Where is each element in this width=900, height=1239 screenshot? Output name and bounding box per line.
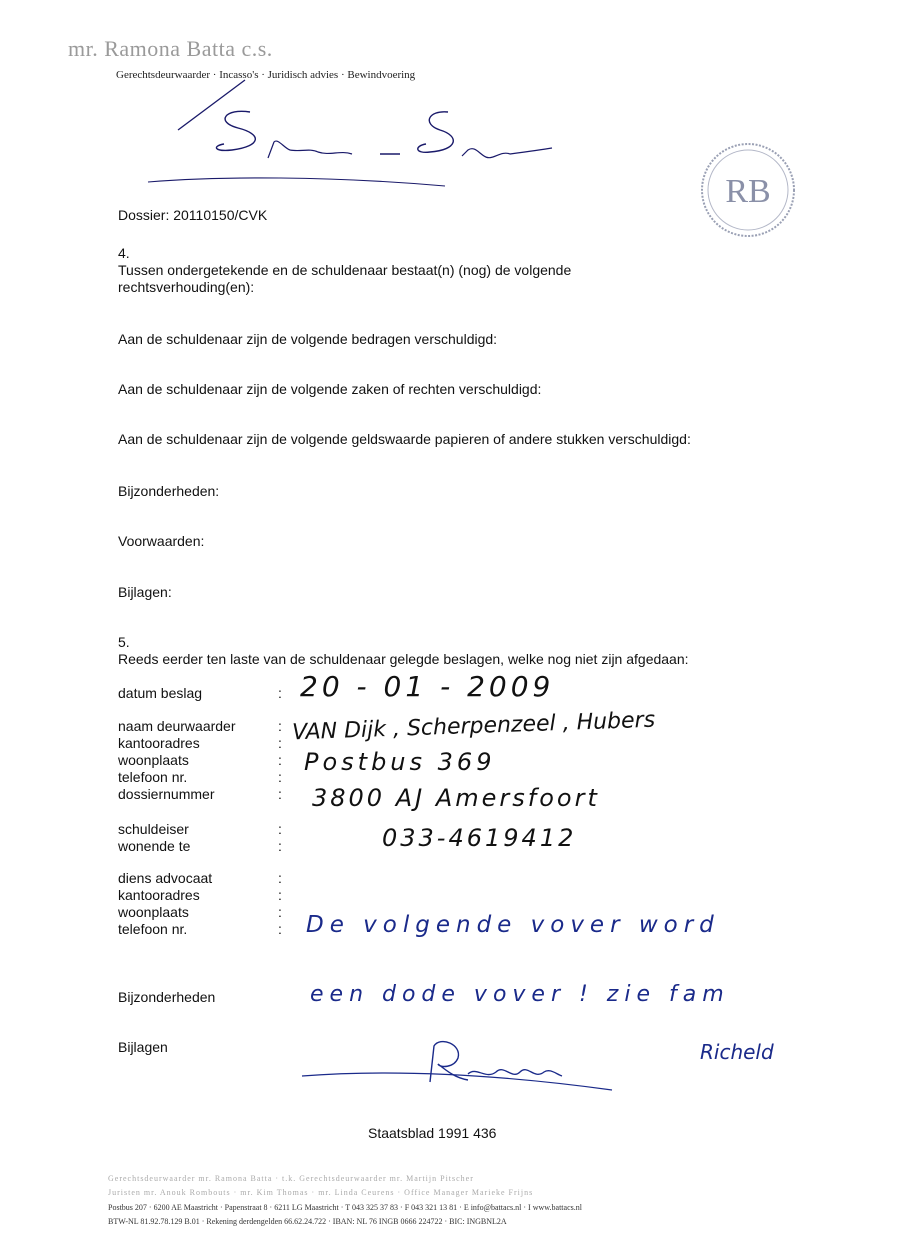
label-datum-beslag: datum beslag bbox=[118, 685, 203, 701]
rb-seal-stamp bbox=[698, 140, 798, 240]
label-telefoon-2: telefoon nr. bbox=[118, 921, 188, 937]
section-5-intro: Reeds eerder ten laste van de schuldenaar gelegde beslagen, welke nog niet zijn afgedaan: bbox=[118, 651, 689, 667]
handwritten-note-line2: een dode vover ! zie fam bbox=[310, 982, 730, 1007]
firm-tagline: Gerechtsdeurwaarder · Incasso's · Juridisch advies · Bewindvoering bbox=[116, 69, 416, 81]
section-4-intro-line1: Tussen ondergetekende en de schuldenaar bestaat(n) (nog) de volgende bbox=[118, 262, 572, 278]
label-kantooradres-2: kantooradres bbox=[118, 887, 200, 903]
handwritten-note-line1: De volgende vover word bbox=[306, 912, 720, 938]
colon: : bbox=[278, 769, 282, 785]
colon: : bbox=[278, 904, 282, 920]
label-bijzonderheden: Bijzonderheden bbox=[118, 989, 216, 1005]
handwritten-date: 20 - 01 - 2009 bbox=[300, 670, 555, 703]
goods-owed-line: Aan de schuldenaar zijn de volgende zaken of rechten verschuldigd: bbox=[118, 381, 542, 397]
footer-line-2: Juristen mr. Anouk Rombouts · mr. Kim Thomas · mr. Linda Ceurens · Office Manager Marieke Frijns bbox=[108, 1188, 534, 1197]
handwritten-address: 3800 AJ Amersfoort bbox=[312, 784, 600, 812]
section-5-number: 5. bbox=[118, 634, 130, 650]
colon: : bbox=[278, 838, 282, 854]
label-dossiernummer: dossiernummer bbox=[118, 786, 215, 802]
colon: : bbox=[278, 735, 282, 751]
handwritten-phone: 033-4619412 bbox=[382, 824, 577, 852]
footer-line-4: BTW-NL 81.92.78.129 B.01 · Rekening derdengelden 66.62.24.722 · IBAN: NL 76 INGB 0666 224722 · BIC: INGBNL2A bbox=[108, 1217, 507, 1226]
colon: : bbox=[278, 752, 282, 768]
label-telefoon: telefoon nr. bbox=[118, 769, 188, 785]
header-signature-text: Spencer - Sig bbox=[320, 150, 327, 151]
colon: : bbox=[278, 821, 282, 837]
label-schuldeiser: schuldeiser bbox=[118, 821, 189, 837]
label-diens-advocaat: diens advocaat bbox=[118, 870, 213, 886]
colon: : bbox=[278, 718, 282, 734]
handwritten-note-line3: Richeld bbox=[700, 1040, 774, 1064]
staatsblad-reference: Staatsblad 1991 436 bbox=[368, 1125, 497, 1141]
label-bijlagen: Bijlagen bbox=[118, 1039, 168, 1055]
stamp-letters: RB bbox=[725, 173, 771, 210]
section-4-intro-line2: rechtsverhouding(en): bbox=[118, 279, 255, 295]
firm-name: mr. Ramona Batta c.s. bbox=[68, 36, 273, 61]
section-4-number: 4. bbox=[118, 245, 130, 261]
colon: : bbox=[278, 921, 282, 937]
dossier-number: Dossier: 20110150/CVK bbox=[118, 207, 268, 223]
section-4-particulars: Bijzonderheden: bbox=[118, 483, 220, 499]
papers-owed-line: Aan de schuldenaar zijn de volgende geldswaarde papieren of andere stukken verschuldigd: bbox=[118, 431, 691, 447]
label-kantooradres: kantooradres bbox=[118, 735, 200, 751]
colon: : bbox=[278, 786, 282, 802]
section-4-attachments: Bijlagen: bbox=[118, 584, 172, 600]
footer-line-1: Gerechtsdeurwaarder mr. Ramona Batta · t.k. Gerechtsdeurwaarder mr. Martijn Pitscher bbox=[108, 1174, 474, 1183]
handwritten-bailiff-name: VAN Dijk , Scherpenzeel , Hubers bbox=[291, 707, 656, 746]
label-wonende-te: wonende te bbox=[118, 838, 191, 854]
label-woonplaats-2: woonplaats bbox=[118, 904, 189, 920]
handwritten-postbus: Postbus 369 bbox=[304, 748, 496, 776]
amounts-owed-line: Aan de schuldenaar zijn de volgende bedragen verschuldigd: bbox=[118, 331, 498, 347]
label-naam-deurwaarder: naam deurwaarder bbox=[118, 718, 236, 734]
colon: : bbox=[278, 685, 282, 701]
colon: : bbox=[278, 887, 282, 903]
label-woonplaats: woonplaats bbox=[118, 752, 189, 768]
footer-line-3: Postbus 207 · 6200 AE Maastricht · Papenstraat 8 · 6211 LG Maastricht · T 043 325 37 83 · F 043 321 13 81 · E info@battacs.nl · I www.battacs.nl bbox=[108, 1203, 582, 1212]
colon: : bbox=[278, 870, 282, 886]
section-4-conditions: Voorwaarden: bbox=[118, 533, 205, 549]
bottom-signature-text: Richeld bbox=[440, 1076, 444, 1077]
